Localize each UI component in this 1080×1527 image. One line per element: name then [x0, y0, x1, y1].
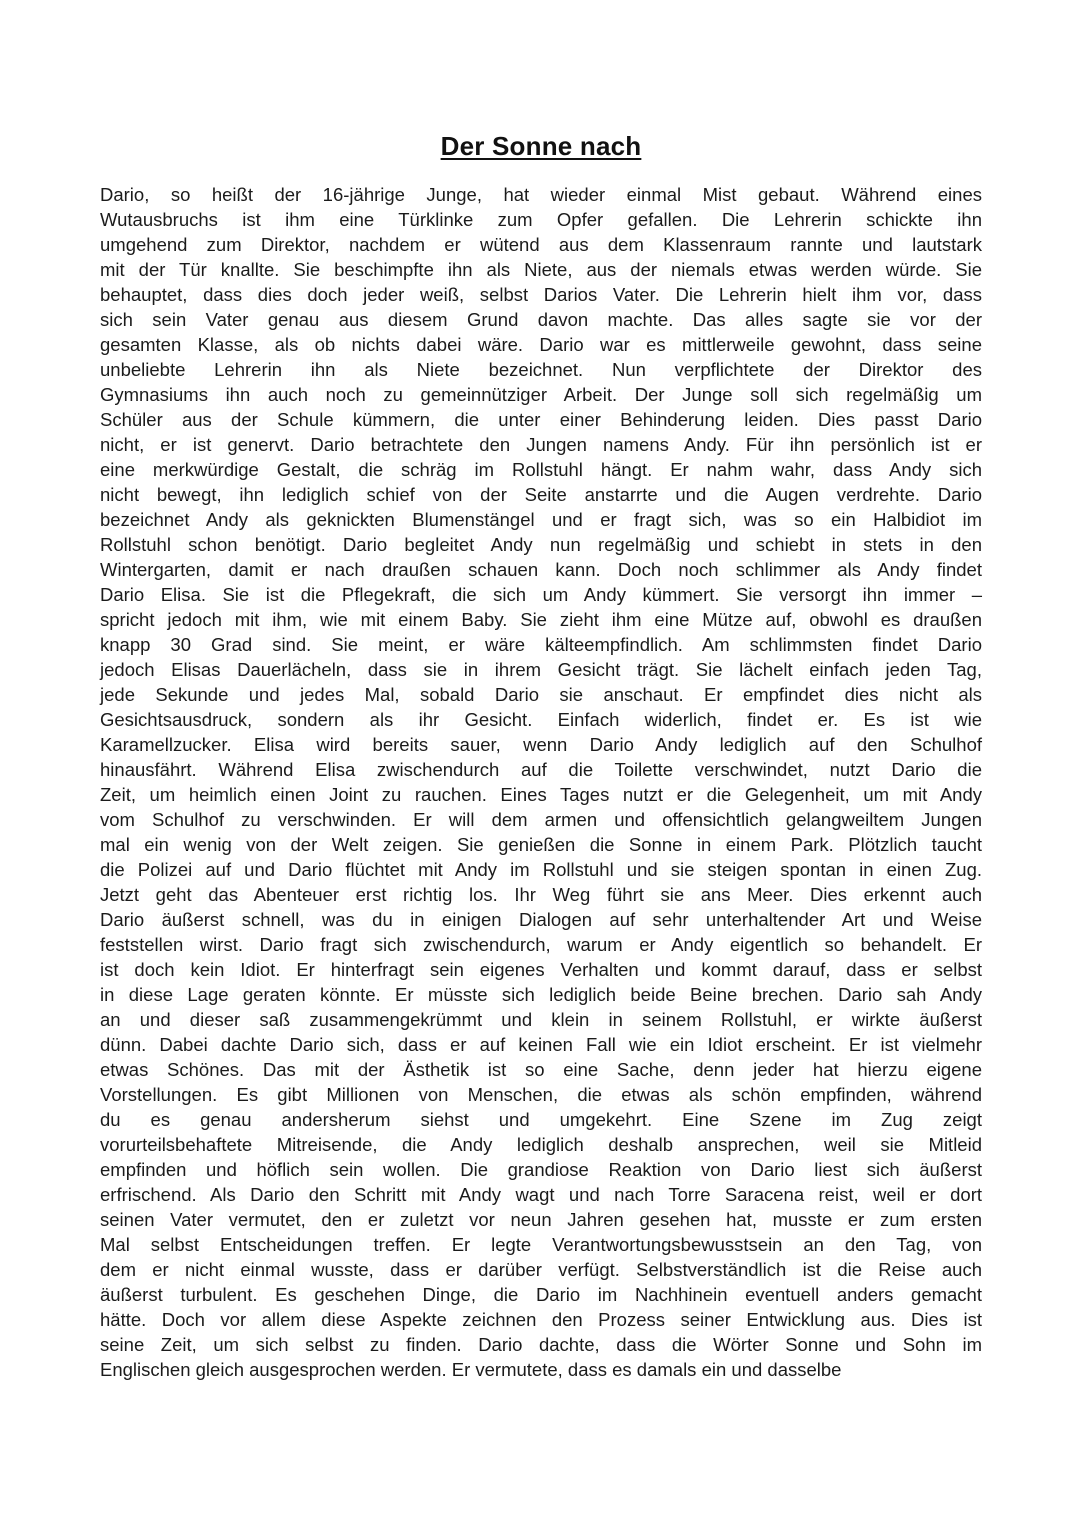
text-line: nicht, er ist genervt. Dario betrachtete den Jungen namens Andy. Für ihn persönlich ist er [100, 434, 982, 455]
text-line: umgehend zum Direktor, nachdem er wütend aus dem Klassenraum rannte und lautstark [100, 234, 982, 255]
text-line: die Polizei auf und Dario flüchtet mit Andy im Rollstuhl und sie steigen spontan in einen Zug. [100, 859, 982, 880]
text-line: erfrischend. Als Dario den Schritt mit Andy wagt und nach Torre Saracena reist, weil er dort [100, 1184, 982, 1205]
text-line: nicht bewegt, ihn lediglich schief von der Seite anstarrte und die Augen verdrehte. Dario [100, 484, 982, 505]
text-line: feststellen wirst. Dario fragt sich zwischendurch, warum er Andy eigentlich so behandelt. Er [100, 934, 982, 955]
text-line: Dario Elisa. Sie ist die Pflegekraft, die sich um Andy kümmert. Sie versorgt ihn immer – [100, 584, 982, 605]
text-line: hätte. Doch vor allem diese Aspekte zeichnen den Prozess seiner Entwicklung aus. Dies ist [100, 1309, 982, 1330]
text-line: sich sein Vater genau aus diesem Grund davon machte. Das alles sagte sie vor der [100, 309, 982, 330]
text-line: Gymnasiums ihn auch noch zu gemeinnütziger Arbeit. Der Junge soll sich regelmäßig um [100, 384, 982, 405]
text-line: Gesichtsausdruck, sondern als ihr Gesicht. Einfach widerlich, findet er. Es ist wie [100, 709, 982, 730]
text-line: Rollstuhl schon benötigt. Dario begleitet Andy nun regelmäßig und schiebt in stets in den [100, 534, 982, 555]
text-line: du es genau andersherum siehst und umgekehrt. Eine Szene im Zug zeigt [100, 1109, 982, 1130]
text-line: Karamellzucker. Elisa wird bereits sauer, wenn Dario Andy lediglich auf den Schulhof [100, 734, 982, 755]
text-line: vom Schulhof zu verschwinden. Er will dem armen und offensichtlich gelangweiltem Jungen [100, 809, 982, 830]
text-line: seinen Vater vermutet, den er zuletzt vor neun Jahren gesehen hat, musste er zum ersten [100, 1209, 982, 1230]
text-line: eine merkwürdige Gestalt, die schräg im Rollstuhl hängt. Er nahm wahr, dass Andy sich [100, 459, 982, 480]
text-line: behauptet, dass dies doch jeder weiß, selbst Darios Vater. Die Lehrerin hielt ihm vor, dass [100, 284, 982, 305]
text-line: an und dieser saß zusammengekrümmt und klein in seinem Rollstuhl, er wirkte äußerst [100, 1009, 982, 1030]
text-line: knapp 30 Grad sind. Sie meint, er wäre kälteempfindlich. Am schlimmsten findet Dario [100, 634, 982, 655]
text-line: spricht jedoch mit ihm, wie mit einem Baby. Sie zieht ihm eine Mütze auf, obwohl es draußen [100, 609, 982, 630]
text-line: mal ein wenig von der Welt zeigen. Sie genießen die Sonne in einem Park. Plötzlich taucht [100, 834, 982, 855]
text-line: mit der Tür knallte. Sie beschimpfte ihn als Niete, aus der niemals etwas werden würde. Sie [100, 259, 982, 280]
text-line: unbeliebte Lehrerin ihn als Niete bezeichnet. Nun verpflichtete der Direktor des [100, 359, 982, 380]
text-line: Englischen gleich ausgesprochen werden. Er vermutete, dass es damals ein und dasselbe [100, 1359, 842, 1380]
text-line: bezeichnet Andy als geknickten Blumenstängel und er fragt sich, was so ein Halbidiot im [100, 509, 982, 530]
text-line: jede Sekunde und jedes Mal, sobald Dario sie anschaut. Er empfindet dies nicht als [100, 684, 982, 705]
text-line: etwas Schönes. Das mit der Ästhetik ist so eine Sache, denn jeder hat hierzu eigene [100, 1059, 982, 1080]
text-line: Zeit, um heimlich einen Joint zu rauchen. Eines Tages nutzt er die Gelegenheit, um mit Andy [100, 784, 982, 805]
text-line: Dario, so heißt der 16-jährige Junge, hat wieder einmal Mist gebaut. Während eines [100, 184, 982, 205]
text-line: Schüler aus der Schule kümmern, die unter einer Behinderung leiden. Dies passt Dario [100, 409, 982, 430]
body-text [100, 182, 982, 1382]
text-line: in diese Lage geraten könnte. Er müsste sich lediglich beide Beine brechen. Dario sah Andy [100, 984, 982, 1005]
document-title: Der Sonne nach [440, 131, 642, 161]
text-line: Vorstellungen. Es gibt Millionen von Menschen, die etwas als schön empfinden, während [100, 1084, 982, 1105]
text-line: seine Zeit, um sich selbst zu finden. Dario dachte, dass die Wörter Sonne und Sohn im [100, 1334, 982, 1355]
text-line: hinausfährt. Während Elisa zwischendurch auf die Toilette verschwindet, nutzt Dario die [100, 759, 982, 780]
text-line: Wintergarten, damit er nach draußen schauen kann. Doch noch schlimmer als Andy findet [100, 559, 982, 580]
text-line: vorurteilsbehaftete Mitreisende, die Andy lediglich deshalb ansprechen, weil sie Mitleid [100, 1134, 982, 1155]
text-line: äußerst turbulent. Es geschehen Dinge, die Dario im Nachhinein eventuell anders gemacht [100, 1284, 982, 1305]
text-line: Wutausbruchs ist ihm eine Türklinke zum Opfer gefallen. Die Lehrerin schickte ihn [100, 209, 982, 230]
text-line: dem er nicht einmal wusste, dass er darüber verfügt. Selbstverständlich ist die Reise auch [100, 1259, 982, 1280]
text-line: dünn. Dabei dachte Dario sich, dass er auf keinen Fall wie ein Idiot erscheint. Er ist vielmehr [100, 1034, 982, 1055]
text-line: ist doch kein Idiot. Er hinterfragt sein eigenes Verhalten und kommt darauf, dass er selbst [100, 959, 982, 980]
text-line: Mal selbst Entscheidungen treffen. Er legte Verantwortungsbewusstsein an den Tag, von [100, 1234, 982, 1255]
text-line: jedoch Elisas Dauerlächeln, dass sie in ihrem Gesicht trägt. Sie lächelt einfach jeden Tag, [100, 659, 982, 680]
text-line: empfinden und höflich sein wollen. Die grandiose Reaktion von Dario liest sich äußerst [100, 1159, 982, 1180]
text-line: Jetzt geht das Abenteuer erst richtig los. Ihr Weg führt sie ans Meer. Dies erkennt auch [100, 884, 982, 905]
text-line: Dario äußerst schnell, was du in einigen Dialogen auf sehr unterhaltender Art und Weise [100, 909, 982, 930]
text-line: gesamten Klasse, als ob nichts dabei wäre. Dario war es mittlerweile gewohnt, dass seine [100, 334, 982, 355]
